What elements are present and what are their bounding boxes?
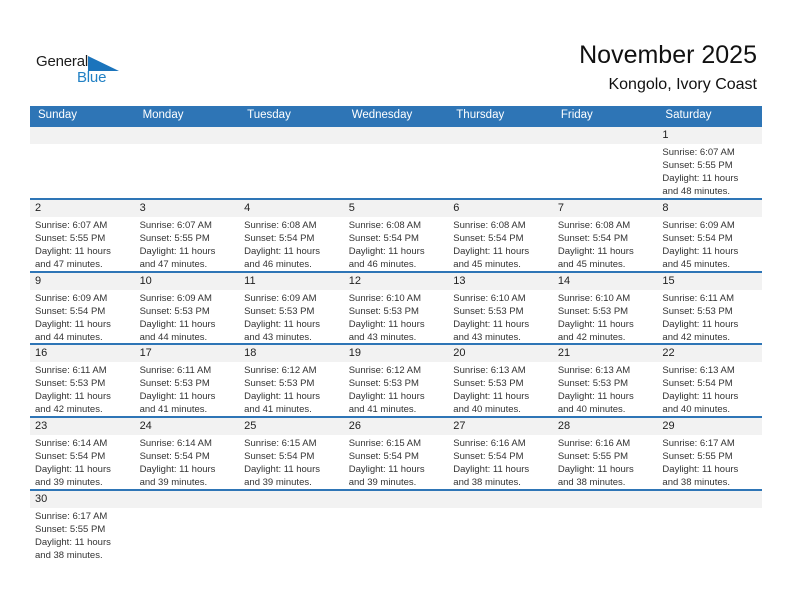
- day-number: 16: [30, 345, 135, 362]
- daylight-text: Daylight: 11 hours and 40 minutes.: [662, 391, 739, 416]
- week-row-4: [30, 343, 762, 416]
- day-cell-9: [30, 273, 135, 344]
- day-details: [344, 290, 449, 344]
- day-cell-23: [30, 418, 135, 489]
- sunrise-text: Sunrise: 6:14 AM: [139, 438, 212, 450]
- day-details: [448, 362, 553, 416]
- sunset-text: Sunset: 5:55 PM: [662, 160, 733, 171]
- day-number: [239, 491, 344, 508]
- day-details: [553, 290, 658, 344]
- daylight-text: Daylight: 11 hours and 41 minutes.: [139, 391, 216, 416]
- day-number: 11: [239, 273, 344, 290]
- day-number: [448, 127, 553, 144]
- daylight-text: Daylight: 11 hours and 41 minutes.: [348, 391, 425, 416]
- sunrise-text: Sunrise: 6:17 AM: [35, 510, 108, 522]
- day-number: 12: [344, 273, 449, 290]
- empty-day-cell: [553, 491, 658, 562]
- day-cell-16: [30, 345, 135, 416]
- sunrise-text: Sunrise: 6:16 AM: [557, 438, 631, 450]
- day-cell-26: [344, 418, 449, 489]
- day-cell-12: [344, 273, 449, 344]
- day-number: 1: [657, 127, 762, 144]
- day-cell-4: [239, 200, 344, 271]
- day-details: [448, 217, 553, 271]
- daylight-text: Daylight: 11 hours and 38 minutes.: [453, 464, 530, 489]
- day-number: [553, 127, 658, 144]
- day-details: [239, 435, 344, 489]
- day-number: [657, 491, 762, 508]
- daylight-text: Daylight: 11 hours and 46 minutes.: [348, 245, 425, 270]
- day-number: 3: [135, 200, 240, 217]
- sunrise-text: Sunrise: 6:08 AM: [244, 219, 317, 231]
- daylight-text: Daylight: 11 hours and 48 minutes.: [662, 173, 739, 197]
- sunrise-text: Sunrise: 6:13 AM: [557, 365, 631, 377]
- day-cell-3: [135, 200, 240, 271]
- day-cell-17: [135, 345, 240, 416]
- day-number: 30: [30, 491, 135, 508]
- daylight-text: Daylight: 11 hours and 43 minutes.: [244, 318, 321, 343]
- daylight-text: Daylight: 11 hours and 47 minutes.: [139, 245, 216, 270]
- sunrise-text: Sunrise: 6:15 AM: [244, 438, 317, 450]
- sunset-text: Sunset: 5:53 PM: [244, 378, 315, 390]
- day-details: [553, 144, 658, 146]
- day-number: [553, 491, 658, 508]
- day-cell-30: [30, 491, 135, 562]
- day-details: [448, 290, 553, 344]
- sunrise-text: Sunrise: 6:09 AM: [35, 292, 108, 304]
- sunset-text: Sunset: 5:55 PM: [139, 232, 210, 244]
- day-cell-14: [553, 273, 658, 344]
- sunrise-text: Sunrise: 6:13 AM: [662, 365, 735, 377]
- empty-day-cell: [135, 127, 240, 198]
- day-cell-18: [239, 345, 344, 416]
- day-details: [344, 435, 449, 489]
- day-details: [239, 144, 344, 146]
- day-cell-15: [657, 273, 762, 344]
- sunrise-text: Sunrise: 6:11 AM: [139, 365, 212, 377]
- day-cell-20: [448, 345, 553, 416]
- sunrise-text: Sunrise: 6:11 AM: [35, 365, 107, 377]
- daylight-text: Daylight: 11 hours and 44 minutes.: [35, 318, 111, 343]
- day-details: [344, 144, 449, 146]
- sunset-text: Sunset: 5:53 PM: [35, 378, 106, 390]
- daylight-text: Daylight: 11 hours and 38 minutes.: [662, 464, 739, 489]
- day-details: [239, 508, 344, 510]
- day-number: [30, 127, 135, 144]
- day-details: [30, 362, 135, 416]
- sunset-text: Sunset: 5:55 PM: [35, 523, 106, 535]
- day-number: 27: [448, 418, 553, 435]
- day-number: 5: [344, 200, 449, 217]
- calendar-weeks: [30, 125, 762, 562]
- day-details: [135, 508, 240, 510]
- day-cell-13: [448, 273, 553, 344]
- daylight-text: Daylight: 11 hours and 40 minutes.: [557, 391, 634, 416]
- sunrise-text: Sunrise: 6:13 AM: [453, 365, 526, 377]
- sunrise-text: Sunrise: 6:08 AM: [557, 219, 631, 231]
- daylight-text: Daylight: 11 hours and 44 minutes.: [139, 318, 216, 343]
- day-details: [448, 144, 553, 146]
- day-number: 26: [344, 418, 449, 435]
- sunset-text: Sunset: 5:54 PM: [348, 232, 419, 244]
- day-number: [448, 491, 553, 508]
- day-cell-19: [344, 345, 449, 416]
- sunset-text: Sunset: 5:53 PM: [139, 305, 210, 317]
- sunrise-text: Sunrise: 6:10 AM: [348, 292, 422, 304]
- weekday-header-thursday: Thursday: [456, 109, 505, 121]
- day-details: [344, 362, 449, 416]
- daylight-text: Daylight: 11 hours and 47 minutes.: [35, 245, 111, 270]
- daylight-text: Daylight: 11 hours and 45 minutes.: [453, 245, 530, 270]
- sunrise-text: Sunrise: 6:12 AM: [348, 365, 422, 377]
- sunset-text: Sunset: 5:54 PM: [557, 232, 629, 244]
- day-details: [657, 435, 762, 489]
- empty-day-cell: [553, 127, 658, 198]
- day-details: [30, 217, 135, 271]
- day-cell-10: [135, 273, 240, 344]
- sunset-text: Sunset: 5:54 PM: [662, 232, 733, 244]
- sunrise-text: Sunrise: 6:09 AM: [244, 292, 317, 304]
- sunrise-text: Sunrise: 6:09 AM: [662, 219, 735, 231]
- day-details: [239, 217, 344, 271]
- sunset-text: Sunset: 5:54 PM: [244, 451, 315, 463]
- day-cell-27: [448, 418, 553, 489]
- sunset-text: Sunset: 5:55 PM: [35, 232, 106, 244]
- daylight-text: Daylight: 11 hours and 43 minutes.: [348, 318, 425, 343]
- week-row-1: [30, 125, 762, 198]
- day-number: 22: [657, 345, 762, 362]
- sunrise-text: Sunrise: 6:15 AM: [348, 438, 422, 450]
- day-cell-7: [553, 200, 658, 271]
- week-row-3: [30, 271, 762, 344]
- weekday-header-saturday: Saturday: [665, 109, 712, 121]
- empty-day-cell: [657, 491, 762, 562]
- sunset-text: Sunset: 5:54 PM: [453, 232, 524, 244]
- day-details: [553, 508, 658, 510]
- daylight-text: Daylight: 11 hours and 39 minutes.: [35, 464, 111, 489]
- daylight-text: Daylight: 11 hours and 42 minutes.: [557, 318, 634, 343]
- daylight-text: Daylight: 11 hours and 43 minutes.: [453, 318, 530, 343]
- day-number: 28: [553, 418, 658, 435]
- empty-day-cell: [30, 127, 135, 198]
- sunset-text: Sunset: 5:53 PM: [244, 305, 315, 317]
- sunset-text: Sunset: 5:55 PM: [557, 451, 629, 463]
- day-cell-25: [239, 418, 344, 489]
- day-number: 20: [448, 345, 553, 362]
- sunrise-text: Sunrise: 6:08 AM: [348, 219, 422, 231]
- sunrise-text: Sunrise: 6:14 AM: [35, 438, 108, 450]
- daylight-text: Daylight: 11 hours and 45 minutes.: [557, 245, 634, 270]
- sunset-text: Sunset: 5:53 PM: [557, 378, 629, 390]
- day-details: [30, 435, 135, 489]
- day-details: [135, 217, 240, 271]
- day-number: 13: [448, 273, 553, 290]
- day-cell-1: [657, 127, 762, 198]
- daylight-text: Daylight: 11 hours and 39 minutes.: [139, 464, 216, 489]
- day-cell-21: [553, 345, 658, 416]
- title-block: [579, 40, 757, 94]
- day-details: [657, 290, 762, 344]
- sunset-text: Sunset: 5:54 PM: [244, 232, 315, 244]
- sunrise-text: Sunrise: 6:11 AM: [662, 292, 735, 304]
- day-number: [344, 127, 449, 144]
- sunset-text: Sunset: 5:53 PM: [453, 305, 524, 317]
- sunset-text: Sunset: 5:53 PM: [139, 378, 210, 390]
- sunrise-text: Sunrise: 6:12 AM: [244, 365, 317, 377]
- day-details: [657, 217, 762, 271]
- day-number: 2: [30, 200, 135, 217]
- day-number: 24: [135, 418, 240, 435]
- sunrise-text: Sunrise: 6:07 AM: [662, 147, 735, 158]
- day-details: [239, 290, 344, 344]
- day-details: [239, 362, 344, 416]
- sunrise-text: Sunrise: 6:07 AM: [139, 219, 212, 231]
- empty-day-cell: [135, 491, 240, 562]
- weekday-header-monday: Monday: [142, 109, 184, 121]
- day-number: 8: [657, 200, 762, 217]
- day-number: 19: [344, 345, 449, 362]
- page-title: November 2025: [579, 41, 757, 69]
- day-number: [135, 491, 240, 508]
- day-number: 29: [657, 418, 762, 435]
- week-row-2: [30, 198, 762, 271]
- sunset-text: Sunset: 5:53 PM: [662, 305, 733, 317]
- day-details: [657, 362, 762, 416]
- weekday-header-wednesday: Wednesday: [351, 109, 413, 121]
- day-number: 4: [239, 200, 344, 217]
- sunrise-text: Sunrise: 6:09 AM: [139, 292, 212, 304]
- empty-day-cell: [448, 127, 553, 198]
- day-details: [135, 435, 240, 489]
- logo-text-general: General: [36, 53, 88, 70]
- day-number: 21: [553, 345, 658, 362]
- empty-day-cell: [344, 491, 449, 562]
- sunrise-text: Sunrise: 6:10 AM: [453, 292, 526, 304]
- day-details: [553, 435, 658, 489]
- daylight-text: Daylight: 11 hours and 40 minutes.: [453, 391, 530, 416]
- day-number: [344, 491, 449, 508]
- day-number: 23: [30, 418, 135, 435]
- day-number: 7: [553, 200, 658, 217]
- day-details: [344, 217, 449, 271]
- sunset-text: Sunset: 5:55 PM: [662, 451, 733, 463]
- week-row-5: [30, 416, 762, 489]
- day-number: [135, 127, 240, 144]
- day-cell-6: [448, 200, 553, 271]
- day-number: 18: [239, 345, 344, 362]
- day-number: 14: [553, 273, 658, 290]
- day-details: [448, 435, 553, 489]
- day-number: [239, 127, 344, 144]
- empty-day-cell: [448, 491, 553, 562]
- day-cell-22: [657, 345, 762, 416]
- day-details: [553, 362, 658, 416]
- sunset-text: Sunset: 5:54 PM: [453, 451, 524, 463]
- daylight-text: Daylight: 11 hours and 38 minutes.: [35, 536, 111, 561]
- day-details: [448, 508, 553, 510]
- sunset-text: Sunset: 5:53 PM: [348, 378, 419, 390]
- day-details: [344, 508, 449, 510]
- day-number: 10: [135, 273, 240, 290]
- weekday-header-tuesday: Tuesday: [247, 109, 291, 121]
- day-cell-2: [30, 200, 135, 271]
- day-number: 9: [30, 273, 135, 290]
- empty-day-cell: [239, 127, 344, 198]
- sunrise-text: Sunrise: 6:10 AM: [557, 292, 631, 304]
- day-details: [30, 144, 135, 146]
- day-details: [30, 508, 135, 562]
- weekday-header-sunday: Sunday: [38, 109, 78, 121]
- sunset-text: Sunset: 5:53 PM: [453, 378, 524, 390]
- empty-day-cell: [239, 491, 344, 562]
- day-cell-24: [135, 418, 240, 489]
- day-cell-5: [344, 200, 449, 271]
- day-details: [135, 144, 240, 146]
- daylight-text: Daylight: 11 hours and 46 minutes.: [244, 245, 321, 270]
- day-details: [657, 144, 762, 198]
- calendar-table: [30, 106, 762, 562]
- week-row-6: [30, 489, 762, 562]
- daylight-text: Daylight: 11 hours and 42 minutes.: [662, 318, 739, 343]
- day-details: [657, 508, 762, 510]
- daylight-text: Daylight: 11 hours and 42 minutes.: [35, 391, 111, 416]
- daylight-text: Daylight: 11 hours and 38 minutes.: [557, 464, 634, 489]
- sunrise-text: Sunrise: 6:17 AM: [662, 438, 735, 450]
- daylight-text: Daylight: 11 hours and 39 minutes.: [244, 464, 321, 489]
- page-subtitle: Kongolo, Ivory Coast: [608, 76, 757, 93]
- sunset-text: Sunset: 5:54 PM: [139, 451, 210, 463]
- day-cell-8: [657, 200, 762, 271]
- sunset-text: Sunset: 5:54 PM: [35, 451, 106, 463]
- empty-day-cell: [344, 127, 449, 198]
- day-number: 25: [239, 418, 344, 435]
- sunrise-text: Sunrise: 6:08 AM: [453, 219, 526, 231]
- day-details: [553, 217, 658, 271]
- daylight-text: Daylight: 11 hours and 39 minutes.: [348, 464, 425, 489]
- day-cell-29: [657, 418, 762, 489]
- day-details: [135, 290, 240, 344]
- daylight-text: Daylight: 11 hours and 41 minutes.: [244, 391, 321, 416]
- day-cell-11: [239, 273, 344, 344]
- daylight-text: Daylight: 11 hours and 45 minutes.: [662, 245, 739, 270]
- day-details: [30, 290, 135, 344]
- general-blue-logo: [36, 50, 176, 102]
- day-number: 6: [448, 200, 553, 217]
- sunset-text: Sunset: 5:54 PM: [662, 378, 733, 390]
- sunrise-text: Sunrise: 6:07 AM: [35, 219, 108, 231]
- day-number: 15: [657, 273, 762, 290]
- sunset-text: Sunset: 5:53 PM: [557, 305, 629, 317]
- day-cell-28: [553, 418, 658, 489]
- sunset-text: Sunset: 5:53 PM: [348, 305, 419, 317]
- day-number: 17: [135, 345, 240, 362]
- sunset-text: Sunset: 5:54 PM: [348, 451, 419, 463]
- logo-text-blue: Blue: [77, 69, 107, 86]
- weekday-header-row: [30, 106, 762, 125]
- sunset-text: Sunset: 5:54 PM: [35, 305, 106, 317]
- day-details: [135, 362, 240, 416]
- sunrise-text: Sunrise: 6:16 AM: [453, 438, 526, 450]
- weekday-header-friday: Friday: [560, 109, 593, 121]
